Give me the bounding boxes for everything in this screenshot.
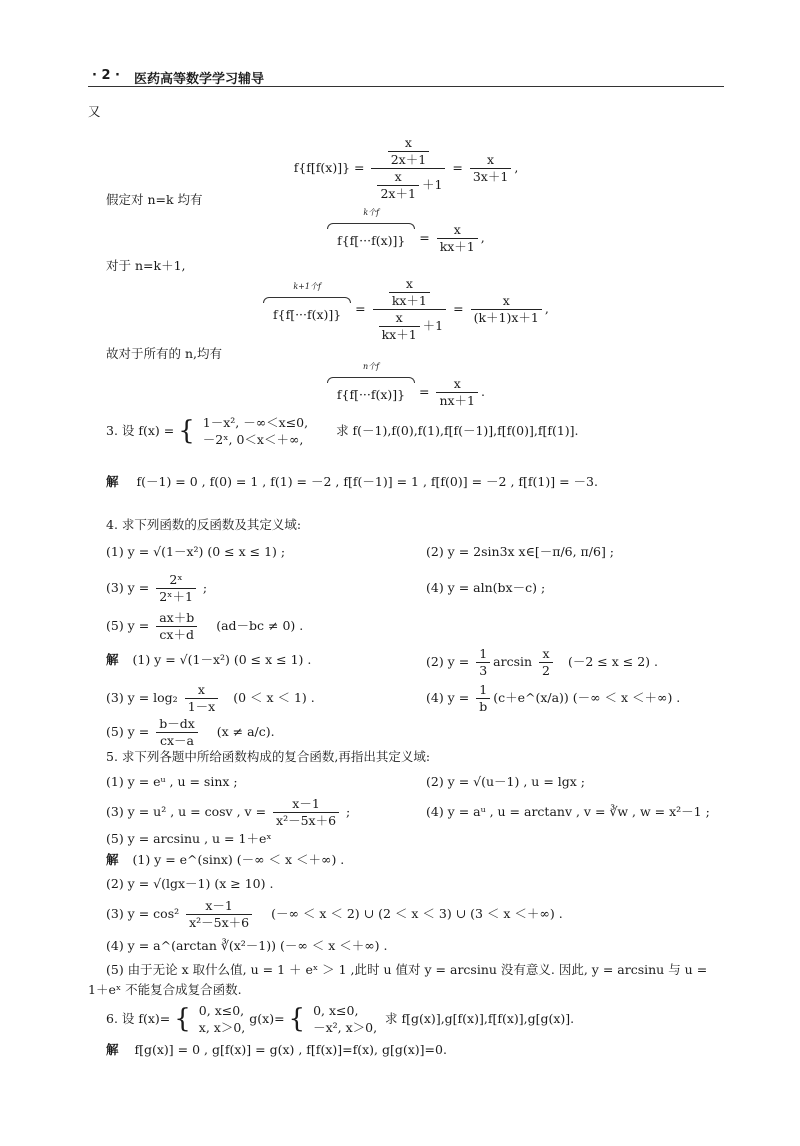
a4-label: 解 xyxy=(106,652,119,667)
a4-3-end: (0 ＜ x ＜ 1) . xyxy=(233,690,315,705)
n-eq: = xyxy=(418,384,430,399)
a4-item-3 xyxy=(106,682,315,715)
k-overbrace xyxy=(327,208,415,249)
text-you: 又 xyxy=(88,104,101,119)
n-end: . xyxy=(481,384,485,399)
q4-3-end: ; xyxy=(202,580,208,595)
text-for-all: 故对于所有的 n,均有 xyxy=(106,346,222,361)
a4-3-den: 1－x xyxy=(187,699,216,714)
q3-case-1: 1－x², －∞＜x≤0, xyxy=(202,415,309,430)
k1-overbrace xyxy=(263,282,351,323)
q3-prefix: 3. 设 f(x) = xyxy=(106,423,175,438)
formula-k1 xyxy=(88,276,724,343)
q6-mid: g(x)= xyxy=(249,1011,285,1026)
a5-item-1 xyxy=(106,852,344,868)
a4-item-2 xyxy=(426,646,658,679)
k1-lhs: f{f[···f(x)]} xyxy=(273,307,342,322)
q3-sol: f(－1) = 0 , f(0) = 1 , f(1) = －2 , f[f(－1)] = 1 , f[f(0)] = －2 , f[f(1)] = －3. xyxy=(136,474,598,489)
formula-n xyxy=(88,362,724,409)
a4-2-pre: (2) y = xyxy=(426,654,470,669)
k1-num-den: kx＋1 xyxy=(391,293,427,308)
a6-text: f[g(x)] = 0 , g[f(x)] = g(x) , f[f(x)]=f(x), g[g(x)]=0. xyxy=(134,1042,447,1057)
formula-k xyxy=(88,208,724,255)
k1-res-num: x xyxy=(471,293,542,310)
a4-5-num: b－dx xyxy=(156,716,198,733)
f3-den-den: 2x＋1 xyxy=(380,186,416,201)
a4-4-num: 1 xyxy=(476,682,490,699)
n-result xyxy=(436,376,478,409)
text-for-k1: 对于 n=k＋1, xyxy=(106,258,186,273)
q6-f-cases xyxy=(199,1002,245,1036)
k-res-den: kx＋1 xyxy=(439,239,475,254)
q6-pre: 6. 设 f(x)= xyxy=(106,1011,171,1026)
k-end: , xyxy=(480,230,485,245)
q4-5-den: cx＋d xyxy=(159,627,194,642)
book-title: 医药高等数学学习辅导 xyxy=(134,72,265,87)
answer-6 xyxy=(106,1042,447,1058)
k1-overbrace-label: k+1个f xyxy=(293,282,321,291)
q6-f-case-2: x, x＞0, xyxy=(198,1020,246,1035)
q4-item-5 xyxy=(106,610,303,643)
a5-3-num: x－1 xyxy=(186,898,252,915)
q4-3-den: 2ˣ＋1 xyxy=(159,589,193,604)
question-4-title: 4. 求下列函数的反函数及其定义域: xyxy=(106,517,302,532)
a5-3-pre: (3) y = cos² xyxy=(106,906,180,921)
n-res-den: nx＋1 xyxy=(439,393,476,408)
a5-item-4: (4) y = a^(arctan ∛(x²－1)) (－∞ ＜ x ＜＋∞) . xyxy=(106,938,388,953)
q5-item-2: (2) y = √(u－1) , u = lgx ; xyxy=(426,774,586,789)
f3-result xyxy=(470,152,511,185)
q5-3-num: x－1 xyxy=(273,796,339,813)
f3-end: , xyxy=(514,160,519,175)
a5-item-5a: (5) 由于无论 x 取什么值, u = 1 ＋ eˣ ＞ 1 ,此时 u 值对 y = arcsinu 没有意义. 因此, y = arcsinu 与 u = xyxy=(106,962,708,977)
q3-cases xyxy=(203,414,308,448)
f3-res-den: 3x＋1 xyxy=(472,169,509,184)
a5-3-den: x²－5x＋6 xyxy=(189,915,250,930)
a4-4-end: (c＋e^(x/a)) (－∞ ＜ x ＜＋∞) . xyxy=(493,690,681,705)
a4-2-end: (－2 ≤ x ≤ 2) . xyxy=(567,654,658,669)
q3-sol-label: 解 xyxy=(106,474,119,489)
f3-res-num: x xyxy=(470,152,511,169)
q4-3-num: 2ˣ xyxy=(156,572,196,589)
q4-item-4: (4) y = aln(bx－c) ; xyxy=(426,580,546,595)
q3-ask: 求 f(－1),f(0),f(1),f[f(－1)],f[f(0)],f[f(1)]. xyxy=(336,423,579,438)
q6-g-case-1: 0, x≤0, xyxy=(313,1003,359,1018)
q6-g-cases xyxy=(313,1002,377,1036)
q6-f-case-1: 0, x≤0, xyxy=(198,1003,245,1018)
a4-1: (1) y = √(1－x²) (0 ≤ x ≤ 1) . xyxy=(132,652,312,667)
a4-5-den: cx－a xyxy=(159,733,194,748)
a5-item-5b: 1＋eˣ 不能复合成复合函数. xyxy=(88,982,242,997)
q4-5-end: (ad－bc ≠ 0) . xyxy=(216,618,304,633)
k1-eq: = xyxy=(355,301,366,316)
a4-5-end: (x ≠ a/c). xyxy=(216,724,275,739)
q6-ask: 求 f[g(x)],g[f(x)],f[f(x)],g[g(x)]. xyxy=(385,1011,575,1026)
a5-1: (1) y = e^(sinx) (－∞ ＜ x ＜＋∞) . xyxy=(132,852,345,867)
k1-den-num: x xyxy=(379,310,420,327)
k1-den-tail: ＋1 xyxy=(422,318,444,333)
q5-item-3 xyxy=(106,796,350,829)
n-overbrace xyxy=(327,362,415,403)
k-eq: = xyxy=(419,230,430,245)
q4-item-1: (1) y = √(1－x²) (0 ≤ x ≤ 1) ; xyxy=(106,544,286,559)
k1-eq2: = xyxy=(453,301,464,316)
page-number: · 2 · xyxy=(92,68,120,83)
a4-4-pre: (4) y = xyxy=(426,690,470,705)
k-result xyxy=(437,222,478,255)
k1-res-den: (k＋1)x＋1 xyxy=(473,310,539,325)
f3-den-tail: ＋1 xyxy=(421,177,443,192)
a4-3-num: x xyxy=(185,682,219,699)
a4-4-den: b xyxy=(479,699,488,714)
k-lhs: f{f[···f(x)]} xyxy=(337,233,406,248)
a4-5-pre: (5) y = xyxy=(106,724,150,739)
q5-3-end: ; xyxy=(346,804,351,819)
k1-end: , xyxy=(544,301,549,316)
a4-item-1 xyxy=(106,652,311,668)
q4-5-pre: (5) y = xyxy=(106,618,150,633)
q5-item-4: (4) y = aᵘ , u = arctanv , v = ∛w , w = x²－1 ; xyxy=(426,804,710,819)
a4-2-xnum: x xyxy=(539,646,553,663)
q4-item-3 xyxy=(106,572,207,605)
answer-3 xyxy=(106,474,598,490)
a5-label: 解 xyxy=(106,852,119,867)
q4-3-pre: (3) y = xyxy=(106,580,150,595)
a4-2-num: 1 xyxy=(476,646,490,663)
n-lhs: f{f[···f(x)]} xyxy=(336,387,406,402)
q5-item-1: (1) y = eᵘ , u = sinx ; xyxy=(106,774,238,789)
a5-3-end: (－∞ ＜ x ＜ 2) ∪ (2 ＜ x ＜ 3) ∪ (3 ＜ x ＜＋∞) . xyxy=(271,906,563,921)
q4-5-num: ax＋b xyxy=(156,610,197,627)
question-5-title: 5. 求下列各题中所给函数构成的复合函数,再指出其定义域: xyxy=(106,749,431,764)
f3-num-den: 2x＋1 xyxy=(390,152,427,167)
a4-2-mid: arcsin xyxy=(493,654,533,669)
k1-num-num: x xyxy=(389,276,430,293)
q5-item-5: (5) y = arcsinu , u = 1＋eˣ xyxy=(106,831,272,846)
k1-big-fraction xyxy=(373,276,447,343)
f3-lhs: f{f[f(x)]} = xyxy=(293,160,365,175)
f3-den-num: x xyxy=(377,169,418,186)
question-3: 3. 设 f(x) = { 1－x², －∞＜x≤0, －2ˣ, 0＜x＜＋∞, 求 f(－1),f(0),f(1),f[f(－1)],f[f(0)],f[f(1)]. xyxy=(106,415,579,447)
q6-g-case-2: －x², x＞0, xyxy=(313,1020,378,1035)
page-header xyxy=(88,66,724,87)
k1-result xyxy=(471,293,542,326)
f3-eq: = xyxy=(452,160,463,175)
a5-item-3 xyxy=(106,898,563,931)
f3-big-fraction xyxy=(371,135,445,202)
a4-item-5 xyxy=(106,716,275,749)
n-overbrace-label: n个f xyxy=(362,362,380,371)
a4-2-xden: 2 xyxy=(542,663,550,678)
a4-3-pre: (3) y = log₂ xyxy=(106,690,178,705)
text-assume: 假定对 n=k 均有 xyxy=(106,192,203,207)
n-res-num: x xyxy=(436,376,478,393)
k-overbrace-label: k个f xyxy=(363,208,380,217)
a4-item-4 xyxy=(426,682,680,715)
a6-label: 解 xyxy=(106,1042,119,1057)
q5-3-den: x²－5x＋6 xyxy=(276,813,337,828)
question-6: 6. 设 f(x)= { 0, x≤0, x, x＞0, g(x)= { 0, x≤0, －x², x＞0, 求 f[g(x)],g[f(x)],f[f(x)],g[g(x)]. xyxy=(106,1003,575,1035)
q3-case-2: －2ˣ, 0＜x＜＋∞, xyxy=(202,432,304,447)
a4-2-den: 3 xyxy=(479,663,488,678)
q4-item-2: (2) y = 2sin3x x∈[－π/6, π/6] ; xyxy=(426,544,615,559)
k-res-num: x xyxy=(437,222,478,239)
k1-den-den: kx＋1 xyxy=(381,327,417,342)
a5-item-2: (2) y = √(lgx－1) (x ≥ 10) . xyxy=(106,876,274,891)
f3-num-num: x xyxy=(388,135,429,152)
q5-3-pre: (3) y = u² , u = cosv , v = xyxy=(106,804,267,819)
